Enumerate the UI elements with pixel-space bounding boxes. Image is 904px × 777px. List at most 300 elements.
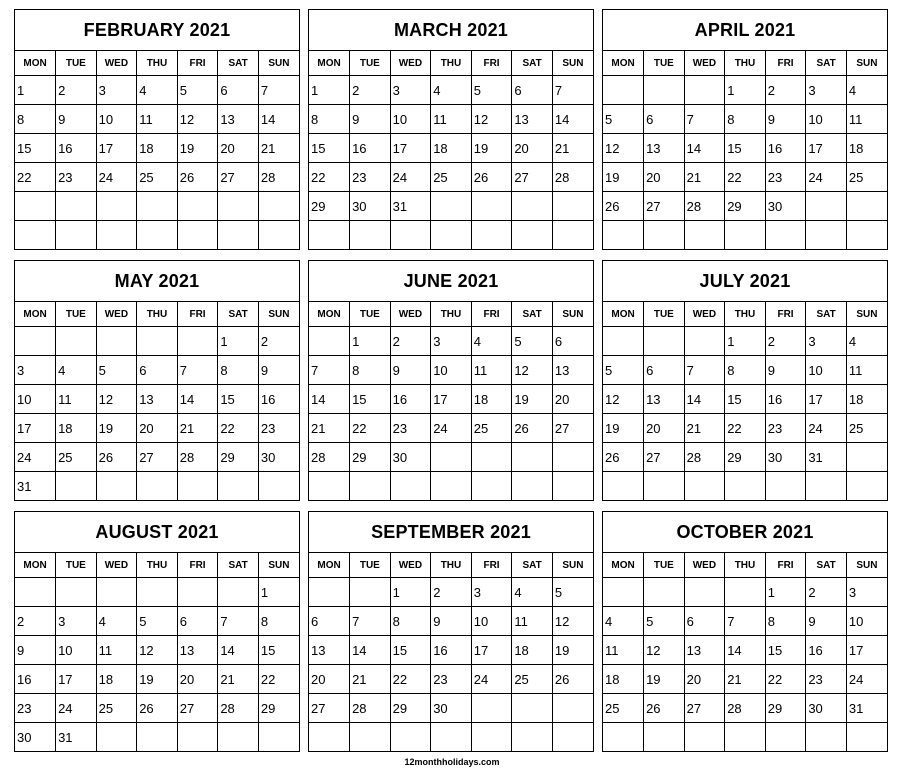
day-cell: 1	[725, 327, 766, 356]
day-cell: 19	[552, 636, 593, 665]
day-cell: 16	[431, 636, 472, 665]
week-row	[603, 636, 887, 665]
day-cell: 30	[765, 192, 806, 221]
weekday-header: WED	[684, 302, 725, 327]
day-cell: 8	[258, 607, 299, 636]
day-cell: 24	[806, 163, 847, 192]
empty-cell	[806, 221, 847, 250]
week-row	[15, 636, 299, 665]
day-cell: 25	[846, 414, 887, 443]
day-cell: 1	[17, 82, 25, 98]
day-cell: 7	[258, 76, 299, 105]
day-cell: 3	[56, 607, 97, 636]
day-cell: 25	[431, 163, 472, 192]
day-cell: 26	[137, 694, 178, 723]
empty-cell	[258, 192, 299, 221]
weekday-header: SAT	[218, 553, 259, 578]
day-cell: 30	[431, 694, 472, 723]
weekday-header: MON	[15, 553, 56, 578]
week-row	[309, 636, 593, 665]
day-cell: 12	[137, 636, 178, 665]
empty-cell	[350, 723, 391, 752]
day-cell: 8	[350, 356, 391, 385]
day-cell: 27	[177, 694, 218, 723]
empty-cell	[96, 578, 137, 607]
day-cell: 30	[806, 694, 847, 723]
empty-cell	[218, 472, 259, 501]
day-cell: 21	[309, 414, 350, 443]
weekday-header: SAT	[806, 302, 847, 327]
empty-cell	[552, 694, 593, 723]
empty-cell	[96, 472, 137, 501]
day-cell: 23	[765, 163, 806, 192]
day-cell: 23	[258, 414, 299, 443]
day-cell: 14	[258, 105, 299, 134]
day-cell: 2	[350, 76, 391, 105]
day-cell: 14	[725, 636, 766, 665]
day-cell: 21	[725, 665, 766, 694]
empty-cell	[644, 76, 685, 105]
day-cell: 1	[765, 578, 806, 607]
empty-cell	[512, 723, 553, 752]
weekday-header: WED	[684, 51, 725, 76]
day-cell: 23	[56, 163, 97, 192]
empty-cell	[390, 221, 431, 250]
day-cell: 27	[218, 163, 259, 192]
day-cell: 21	[552, 134, 593, 163]
day-cell: 5	[644, 607, 685, 636]
day-cell: 8	[725, 105, 766, 134]
weekday-header: WED	[684, 553, 725, 578]
empty-cell	[552, 443, 593, 472]
week-row	[309, 723, 593, 752]
weekday-header: SAT	[512, 302, 553, 327]
week-row	[309, 607, 593, 636]
day-cell: 17	[806, 385, 847, 414]
weekday-header: FRI	[471, 302, 512, 327]
weekday-header-row	[15, 302, 299, 327]
day-cell: 11	[846, 356, 887, 385]
empty-cell	[806, 472, 847, 501]
day-cell: 3	[806, 76, 847, 105]
empty-cell	[644, 472, 685, 501]
day-cell: 9	[806, 607, 847, 636]
empty-cell	[390, 472, 431, 501]
day-cell: 18	[137, 134, 178, 163]
day-cell: 25	[56, 443, 97, 472]
day-cell: 5	[177, 76, 218, 105]
weekday-header: THU	[137, 51, 178, 76]
week-row	[603, 472, 887, 501]
empty-cell	[431, 221, 472, 250]
empty-cell	[258, 723, 299, 752]
empty-cell	[56, 578, 97, 607]
day-cell: 18	[471, 385, 512, 414]
weekday-header: MON	[603, 302, 644, 327]
day-cell: 29	[725, 443, 766, 472]
day-cell: 27	[644, 443, 685, 472]
empty-cell	[512, 472, 553, 501]
day-cell: 1	[258, 578, 299, 607]
day-cell: 28	[350, 694, 391, 723]
day-cell: 13	[644, 134, 685, 163]
day-cell: 26	[471, 163, 512, 192]
day-cell: 24	[806, 414, 847, 443]
empty-cell	[846, 192, 887, 221]
day-cell: 6	[177, 607, 218, 636]
day-cell: 11	[56, 385, 97, 414]
day-cell: 4	[846, 327, 887, 356]
day-cell: 13	[218, 105, 259, 134]
day-cell: 20	[177, 665, 218, 694]
calendar-february	[14, 9, 300, 250]
day-cell: 17	[471, 636, 512, 665]
weekday-header: FRI	[765, 553, 806, 578]
day-cell: 6	[644, 105, 685, 134]
day-cell: 26	[512, 414, 553, 443]
day-cell: 1	[390, 578, 431, 607]
day-cell: 20	[512, 134, 553, 163]
month-title: AUGUST 2021	[15, 512, 299, 553]
day-cell: 20	[309, 665, 350, 694]
weekday-header: MON	[603, 553, 644, 578]
day-cell: 7	[684, 105, 725, 134]
empty-cell	[309, 327, 350, 356]
weekday-header: SUN	[552, 51, 593, 76]
empty-cell	[431, 472, 472, 501]
empty-cell	[218, 192, 259, 221]
day-cell: 18	[431, 134, 472, 163]
weekday-header: THU	[725, 553, 766, 578]
day-cell: 4	[56, 356, 97, 385]
day-cell: 13	[552, 356, 593, 385]
day-cell: 19	[471, 134, 512, 163]
day-cell: 6	[552, 327, 593, 356]
day-cell: 27	[644, 192, 685, 221]
day-cell: 8	[725, 356, 766, 385]
weekday-header-row	[603, 302, 887, 327]
day-cell: 31	[56, 723, 97, 752]
day-cell: 14	[552, 105, 593, 134]
empty-cell	[177, 192, 218, 221]
week-row	[15, 221, 299, 250]
month-table	[603, 51, 887, 249]
day-cell: 10	[846, 607, 887, 636]
week-row	[15, 105, 299, 134]
day-cell: 11	[137, 105, 178, 134]
day-cell: 16	[350, 134, 391, 163]
weekday-header: TUE	[56, 553, 97, 578]
weekday-header: TUE	[56, 302, 97, 327]
day-cell: 3	[806, 327, 847, 356]
day-cell: 28	[684, 192, 725, 221]
empty-cell	[684, 472, 725, 501]
day-cell: 5	[137, 607, 178, 636]
empty-cell	[350, 472, 391, 501]
day-cell: 16	[806, 636, 847, 665]
week-row	[15, 327, 299, 356]
weekday-header: MON	[309, 51, 350, 76]
day-cell: 4	[512, 578, 553, 607]
week-row	[603, 414, 887, 443]
empty-cell	[177, 472, 218, 501]
day-cell: 9	[15, 636, 56, 665]
day-cell: 9	[258, 356, 299, 385]
day-cell: 29	[218, 443, 259, 472]
day-cell: 2	[765, 327, 806, 356]
week-row	[15, 134, 299, 163]
day-cell: 7	[309, 356, 350, 385]
empty-cell	[644, 327, 685, 356]
day-cell: 10	[390, 105, 431, 134]
day-cell: 10	[431, 356, 472, 385]
day-cell: 2	[258, 327, 299, 356]
day-cell: 10	[806, 356, 847, 385]
month-table	[15, 51, 299, 249]
day-cell: 3	[15, 356, 56, 385]
day-cell: 22	[309, 163, 350, 192]
day-cell: 11	[431, 105, 472, 134]
empty-cell	[552, 723, 593, 752]
day-cell: 4	[96, 607, 137, 636]
weekday-header: SAT	[218, 51, 259, 76]
weekday-header-row	[603, 51, 887, 76]
day-cell: 7	[350, 607, 391, 636]
day-cell: 17	[96, 134, 137, 163]
day-cell: 3	[471, 578, 512, 607]
day-cell: 18	[56, 414, 97, 443]
day-cell: 29	[350, 443, 391, 472]
day-cell: 31	[846, 694, 887, 723]
calendar-june	[308, 260, 594, 501]
day-cell: 12	[644, 636, 685, 665]
day-cell: 14	[218, 636, 259, 665]
empty-cell	[218, 578, 259, 607]
footer-site: 12monthholidays.com	[404, 757, 500, 767]
day-cell: 18	[512, 636, 553, 665]
month-table	[15, 553, 299, 751]
day-cell: 20	[644, 163, 685, 192]
day-cell: 12	[96, 385, 137, 414]
day-cell: 29	[258, 694, 299, 723]
empty-cell	[603, 221, 644, 250]
day-cell: 22	[725, 414, 766, 443]
empty-cell	[644, 578, 685, 607]
day-cell: 6	[137, 356, 178, 385]
weekday-header: WED	[390, 553, 431, 578]
empty-cell	[471, 472, 512, 501]
empty-cell	[96, 221, 137, 250]
day-cell: 10	[806, 105, 847, 134]
day-cell: 15	[390, 636, 431, 665]
empty-cell	[177, 723, 218, 752]
weekday-header: WED	[390, 302, 431, 327]
weekday-header: FRI	[177, 302, 218, 327]
day-cell: 10	[471, 607, 512, 636]
day-cell: 6	[218, 76, 259, 105]
empty-cell	[15, 192, 56, 221]
weekday-header: THU	[137, 302, 178, 327]
week-row	[603, 163, 887, 192]
day-cell: 15	[218, 385, 259, 414]
weekday-header: THU	[725, 302, 766, 327]
day-cell: 30	[15, 723, 56, 752]
day-cell: 12	[177, 105, 218, 134]
weekday-header-row	[309, 51, 593, 76]
day-cell: 13	[137, 385, 178, 414]
weekday-header: MON	[15, 51, 56, 76]
week-row	[603, 578, 887, 607]
week-row	[309, 163, 593, 192]
empty-cell	[552, 221, 593, 250]
empty-cell	[603, 723, 644, 752]
day-cell: 20	[684, 665, 725, 694]
weekday-header: SUN	[258, 302, 299, 327]
week-row	[603, 385, 887, 414]
empty-cell	[137, 192, 178, 221]
month-title: SEPTEMBER 2021	[309, 512, 593, 553]
empty-cell	[684, 327, 725, 356]
day-cell: 23	[431, 665, 472, 694]
empty-cell	[350, 578, 391, 607]
weekday-header: SUN	[846, 553, 887, 578]
weekday-header: WED	[96, 553, 137, 578]
day-cell: 18	[846, 134, 887, 163]
day-cell: 15	[309, 134, 350, 163]
day-cell: 21	[684, 414, 725, 443]
empty-cell	[725, 723, 766, 752]
weekday-header: SUN	[846, 302, 887, 327]
week-row	[15, 694, 299, 723]
week-row	[15, 76, 299, 105]
day-cell: 27	[309, 694, 350, 723]
day-cell: 30	[258, 443, 299, 472]
day-cell: 19	[177, 134, 218, 163]
empty-cell	[846, 443, 887, 472]
day-cell: 2	[806, 578, 847, 607]
day-cell: 13	[512, 105, 553, 134]
weekday-header: SAT	[806, 553, 847, 578]
day-cell: 22	[15, 163, 56, 192]
empty-cell	[471, 723, 512, 752]
empty-cell	[603, 472, 644, 501]
month-title: MAY 2021	[15, 261, 299, 302]
month-table	[309, 51, 593, 249]
weekday-header: MON	[309, 302, 350, 327]
day-cell: 24	[15, 443, 56, 472]
empty-cell	[603, 327, 644, 356]
day-cell: 6	[309, 607, 350, 636]
calendar-april	[602, 9, 888, 250]
day-cell: 7	[552, 76, 593, 105]
day-cell: 6	[644, 356, 685, 385]
empty-cell	[137, 221, 178, 250]
week-row	[309, 472, 593, 501]
day-cell: 10	[56, 636, 97, 665]
week-row	[603, 76, 887, 105]
day-cell: 2	[431, 578, 472, 607]
month-table	[603, 302, 887, 500]
weekday-header: TUE	[350, 51, 391, 76]
day-cell: 19	[137, 665, 178, 694]
empty-cell	[846, 472, 887, 501]
month-title: APRIL 2021	[603, 10, 887, 51]
day-cell: 10	[15, 385, 56, 414]
empty-cell	[512, 694, 553, 723]
week-row	[15, 607, 299, 636]
day-cell: 23	[806, 665, 847, 694]
day-cell: 29	[765, 694, 806, 723]
day-cell: 3	[846, 578, 887, 607]
day-cell: 15	[725, 385, 766, 414]
empty-cell	[350, 221, 391, 250]
day-cell: 16	[15, 665, 56, 694]
day-cell: 7	[177, 356, 218, 385]
day-cell: 27	[552, 414, 593, 443]
empty-cell	[15, 327, 56, 356]
day-cell: 8	[390, 607, 431, 636]
week-row	[15, 356, 299, 385]
day-cell: 11	[96, 636, 137, 665]
weekday-header-row	[309, 302, 593, 327]
weekday-header: THU	[431, 553, 472, 578]
week-row	[15, 163, 299, 192]
day-cell: 22	[390, 665, 431, 694]
day-cell: 8	[309, 105, 350, 134]
month-title: JULY 2021	[603, 261, 887, 302]
empty-cell	[431, 723, 472, 752]
day-cell: 25	[96, 694, 137, 723]
empty-cell	[431, 192, 472, 221]
month-title: OCTOBER 2021	[603, 512, 887, 553]
weekday-header: TUE	[350, 302, 391, 327]
day-cell: 15	[258, 636, 299, 665]
day-cell: 14	[684, 134, 725, 163]
empty-cell	[552, 472, 593, 501]
weekday-header-row	[15, 553, 299, 578]
week-row	[309, 192, 593, 221]
weekday-header: THU	[431, 51, 472, 76]
week-row	[309, 414, 593, 443]
day-cell: 1	[350, 327, 391, 356]
week-row	[603, 192, 887, 221]
day-cell: 17	[431, 385, 472, 414]
day-cell: 28	[725, 694, 766, 723]
empty-cell	[177, 327, 218, 356]
empty-cell	[15, 221, 56, 250]
empty-cell	[684, 221, 725, 250]
empty-cell	[684, 578, 725, 607]
empty-cell	[56, 192, 97, 221]
empty-cell	[471, 221, 512, 250]
day-cell: 16	[390, 385, 431, 414]
weekday-header-row	[15, 51, 299, 76]
empty-cell	[512, 221, 553, 250]
day-cell: 30	[390, 443, 431, 472]
day-cell: 6	[512, 76, 553, 105]
empty-cell	[96, 192, 137, 221]
empty-cell	[137, 723, 178, 752]
day-cell: 15	[725, 134, 766, 163]
week-row	[309, 385, 593, 414]
month-table	[309, 302, 593, 500]
day-cell: 18	[846, 385, 887, 414]
day-cell: 26	[177, 163, 218, 192]
month-title: FEBRUARY 2021	[15, 10, 299, 51]
day-cell: 23	[390, 414, 431, 443]
day-cell: 24	[56, 694, 97, 723]
day-cell: 19	[603, 414, 644, 443]
